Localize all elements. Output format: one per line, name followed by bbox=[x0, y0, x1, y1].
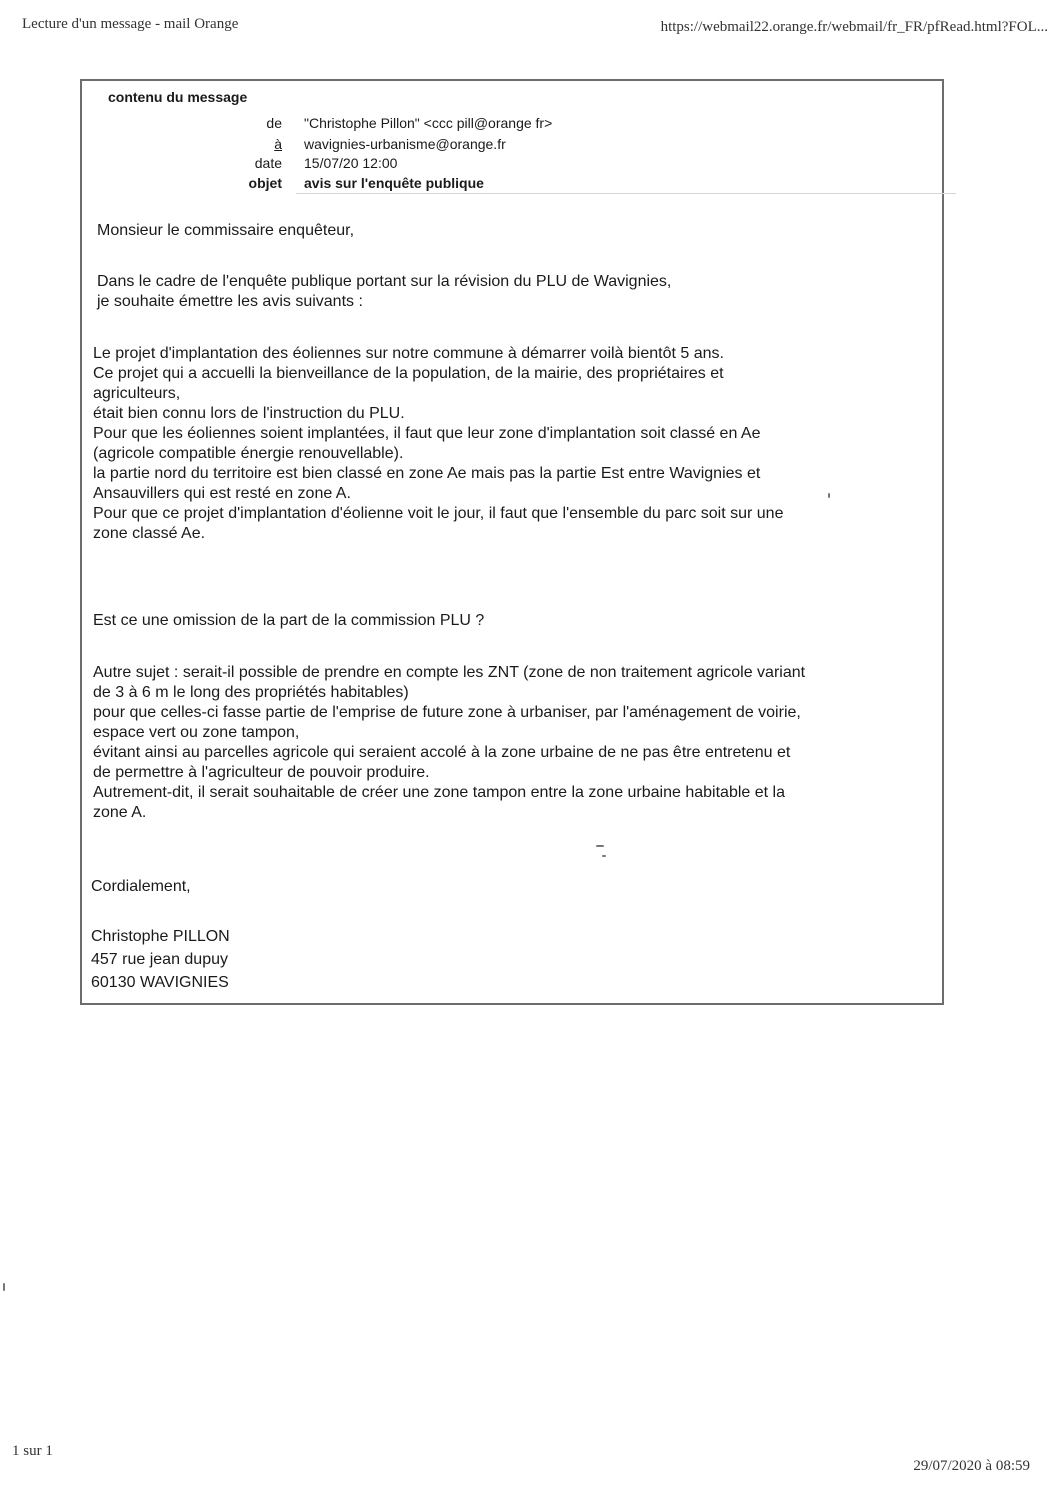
print-url: https://webmail22.orange.fr/webmail/fr_FR/pfRead.html?FOL... bbox=[660, 19, 1048, 35]
to-row bbox=[88, 136, 968, 156]
body-question-paragraph: Est ce une omission de la part de la commission PLU ? bbox=[93, 612, 485, 629]
print-page-title: Lecture d'un message - mail Orange bbox=[22, 16, 239, 32]
print-timestamp: 29/07/2020 à 08:59 bbox=[913, 1458, 1030, 1474]
message-header bbox=[88, 83, 952, 195]
scan-artifact bbox=[828, 493, 830, 498]
scan-artifact bbox=[3, 1283, 5, 1291]
date-label: date bbox=[254, 155, 282, 171]
subject-value: avis sur l'enquête publique bbox=[304, 175, 484, 191]
body-greeting: Monsieur le commissaire enquêteur, bbox=[97, 222, 355, 239]
header-divider bbox=[296, 193, 956, 194]
subject-label: objet bbox=[248, 175, 282, 191]
from-label: de bbox=[266, 115, 282, 131]
to-value: wavignies-urbanisme@orange.fr bbox=[304, 136, 506, 152]
from-value: "Christophe Pillon" <ccc pill@orange fr> bbox=[304, 115, 553, 131]
subject-row bbox=[88, 175, 968, 195]
section-title: contenu du message bbox=[108, 89, 248, 105]
body-other-subject-paragraph: Autre sujet : serait-il possible de prendre en compte les ZNT (zone de non traitement agricole variant de 3 à 6 m le long des propriétés habitables) pour que celles-ci fasse partie de l'emprise de future zone à urbaniser, par l'aménagement de voirie, espace vert ou zone tampon, évitant ainsi au parcelles agricole qui seraient accolé à la zone urbaine de ne pas être entretenu et de permettre à l'agriculteur de pouvoir produire. Autrement-dit, il serait souhaitable de créer une zone tampon entre la zone urbaine habitable et la zone A. bbox=[93, 664, 806, 821]
to-label[interactable]: à bbox=[274, 136, 282, 152]
print-page-count: 1 sur 1 bbox=[12, 1443, 53, 1459]
date-value: 15/07/20 12:00 bbox=[304, 155, 398, 171]
body-project-paragraph: Le projet d'implantation des éoliennes sur notre commune à démarrer voilà bientôt 5 ans. Ce projet qui a accuelli la bienveillance de la population, de la mairie, des propriétaires et agriculteurs, était bien connu lors de l'instruction du PLU. Pour que les éoliennes soient implantées, il faut que leur zone d'implantation soit classé en Ae (agricole compatible énergie renouvellable). la partie nord du territoire est bien classé en zone Ae mais pas la partie Est entre Wavignies et Ansauvillers qui est resté en zone A. Pour que ce projet d'implantation d'éolienne voit le jour, il faut que l'ensemble du parc soit sur une zone classé Ae. bbox=[93, 345, 784, 542]
date-row bbox=[88, 155, 968, 175]
scan-artifact bbox=[596, 845, 604, 847]
from-row bbox=[88, 115, 968, 135]
body-signature: Christophe PILLON 457 rue jean dupuy 60130 WAVIGNIES bbox=[91, 928, 230, 991]
scan-artifact bbox=[602, 855, 606, 857]
body-closing: Cordialement, bbox=[91, 878, 191, 895]
message-content-panel bbox=[80, 79, 944, 1005]
body-context-paragraph: Dans le cadre de l'enquête publique portant sur la révision du PLU de Wavignies, je souhaite émettre les avis suivants : bbox=[97, 273, 672, 310]
